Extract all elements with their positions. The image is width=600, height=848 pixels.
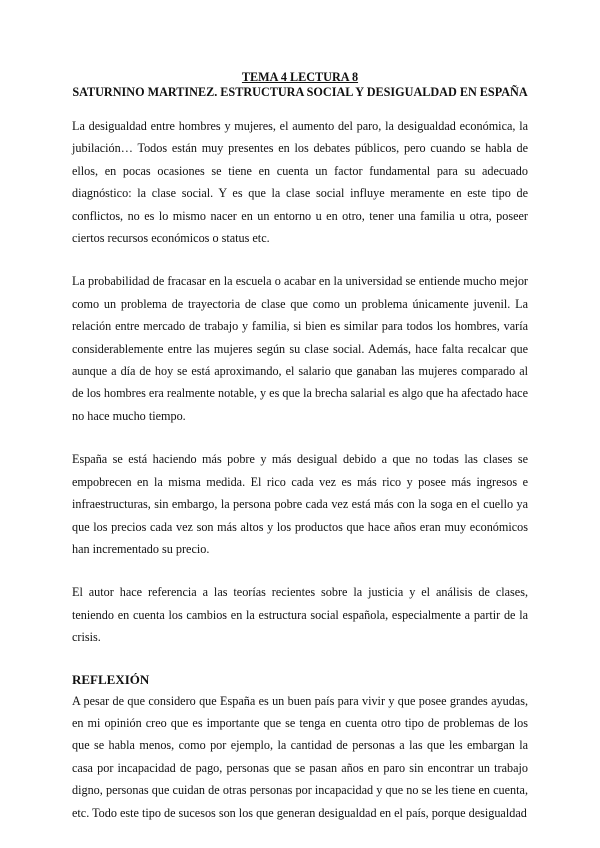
- reflexion-paragraph: A pesar de que considero que España es un buen país para vivir y que posee grandes ayudas, en mi opinión creo que es importante que se tenga en cuenta otro tipo de problemas de los que se habla menos, como por ejemplo, la cantidad de personas a las que les embargan la casa por incapacidad de pago, personas que se pasan años en paro sin encontrar un trabajo digno, personas que cuidan de otras personas por incapacidad y que no se les tiene en cuenta, etc. Todo este tipo de sucesos son los que generan desigualdad en el país, porque desigualdad: [72, 693, 528, 820]
- paragraph-2: La probabilidad de fracasar en la escuela o acabar en la universidad se entiende mucho mejor como un problema de trayectoria de clase que como un problema únicamente juvenil. La relación entre mercado de trabajo y familia, si bien es similar para todos los hombres, varía considerablemente entre las mujeres según su clase social. Además, hace falta recalcar que aunque a día de hoy se está aproximando, el salario que ganaban las mujeres comparado al de los hombres era realmente notable, y es que la brecha salarial es algo que ha afectado hace no hace mucho tiempo.: [72, 274, 528, 423]
- reflexion-heading: REFLEXIÓN: [72, 671, 150, 687]
- paragraph-4: El autor hace referencia a las teorías recientes sobre la justicia y el análisis de clases, teniendo en cuenta los cambios en la estructura social española, especialmente a partir de la crisis.: [72, 585, 528, 645]
- document-title-topic: TEMA 4 LECTURA 8: [241, 70, 359, 84]
- paragraph-3: España se está haciendo más pobre y más desigual debido a que no todas las clases se empobrecen en la misma medida. El rico cada vez es más rico y posee más ingresos e infraestructuras, sin embargo, la persona pobre cada vez está más con la soga en el cuello ya que los precios cada vez son más altos y los productos que hace años eran muy económicos han incrementado su precio.: [72, 452, 528, 556]
- paragraph-1: La desigualdad entre hombres y mujeres, el aumento del paro, la desigualdad económica, la jubilación… Todos están muy presentes en los debates públicos, pero cuando se habla de ellos, en pocas ocasiones se tiene en cuenta un factor fundamental para su adecuado diagnóstico: la clase social. Y es que la clase social influye meramente en este tipo de conflictos, no es lo mismo nacer en un entorno u en otro, tener una familia u otra, poseer ciertos recursos económicos o status etc.: [72, 119, 528, 246]
- document-title-main: SATURNINO MARTINEZ. ESTRUCTURA SOCIAL Y DESIGUALDAD EN ESPAÑA: [72, 85, 528, 99]
